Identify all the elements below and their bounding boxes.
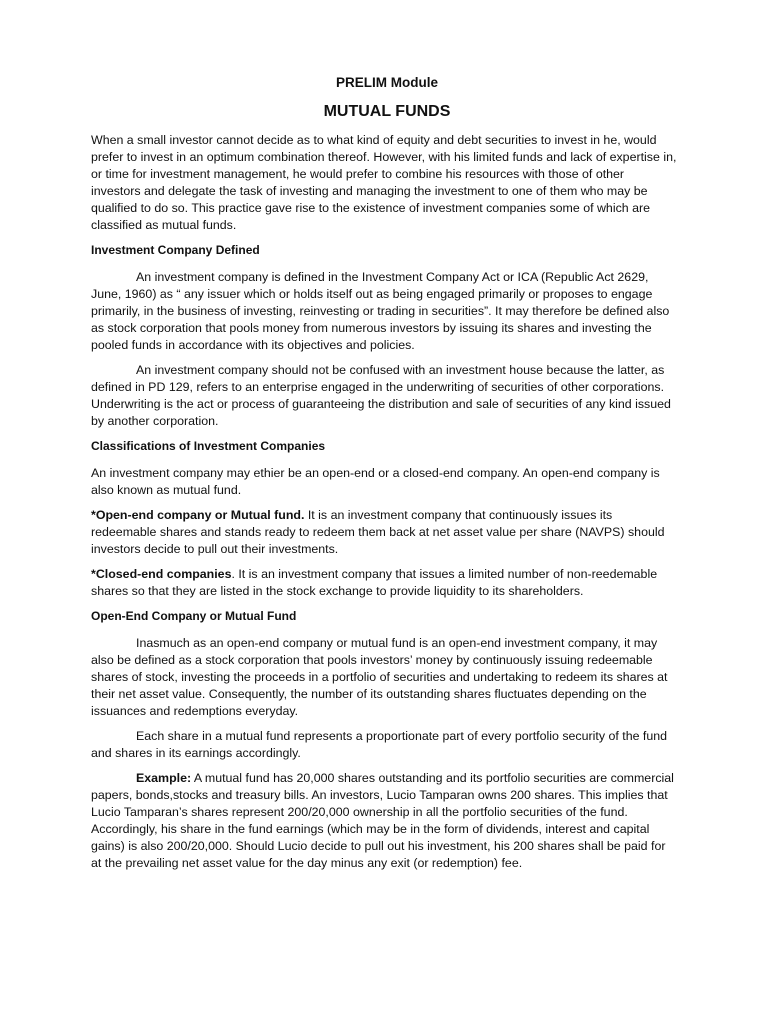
share-paragraph: Each share in a mutual fund represents a proportionate part of every portfolio security of the fund and shares in its earnings accordingly. bbox=[91, 729, 668, 760]
closed-end-definition bbox=[91, 566, 677, 600]
closed-end-text: . It is an investment company that issues a limited number of non-reedemable shares so that they are listed in the stock exchange to provide liquidity to its shareholders. bbox=[91, 567, 658, 598]
open-end-text: It is an investment company that continuously issues its redeemable shares and stands ready to redeem them back at net asset value per share (NAVPS) should investors decide to pull out their investments. bbox=[91, 508, 665, 556]
intro-paragraph: When a small investor cannot decide as to what kind of equity and debt securities to invest in he, would prefer to invest in an optimum combination thereof. However, with his limited funds and lack of expertise in, or time for investment management, he would prefer to combine his resources with those of other investors and delegate the task of investing and managing the investment to one of them who may be qualified to do so. This practice gave rise to the existence of investment companies some of which are classified as mutual funds. bbox=[91, 133, 677, 232]
classifications-paragraph: An investment company may ethier be an open-end or a closed-end company. An open-end company is also known as mutual fund. bbox=[91, 466, 660, 497]
investment-house-paragraph: An investment company should not be confused with an investment house because the latter, as defined in PD 129, refers to an enterprise engaged in the underwriting of securities of other corporations. Underwriting is the act or process of guaranteeing the distribution and sale of securities of any kind issued by another corporation. bbox=[91, 363, 671, 428]
open-end-term: *Open-end company or Mutual fund. bbox=[91, 508, 305, 522]
definition-paragraph: An investment company is defined in the Investment Company Act or ICA (Republic Act 2629, June, 1960) as “ any issuer which or holds itself out as being engaged primarily or proposes to engage primarily, in the business of investing, reinvesting or trading in securities”. It may therefore be defined also as stock corporation that pools money from numerous investors by issuing its shares and investing the pooled funds in accordance with its objectives and policies. bbox=[91, 270, 670, 352]
module-label: PRELIM Module bbox=[336, 75, 438, 90]
heading-investment-company-defined: Investment Company Defined bbox=[91, 243, 260, 257]
heading-open-end-company: Open-End Company or Mutual Fund bbox=[91, 609, 297, 623]
closed-end-term: *Closed-end companies bbox=[91, 567, 232, 581]
document-title: MUTUAL FUNDS bbox=[323, 103, 451, 120]
open-end-definition bbox=[91, 507, 677, 558]
example-text: A mutual fund has 20,000 shares outstanding and its portfolio securities are commercial papers, bonds,stocks and treasury bills. An investors, Lucio Tamparan owns 200 shares. This implies that Lucio Tamparan’s shares represent 200/20,000 ownership in all the portfolio securities of the fund. Accordingly, his share in the fund earnings (which may be in the form of dividends, interest and capital gains) is also 200/20,000. Should Lucio decide to pull out his investment, his 200 shares shall be paid for at the prevailing net asset value for the day minus any exit (or redemption) fee. bbox=[91, 771, 674, 870]
example-paragraph bbox=[91, 770, 677, 872]
document-page bbox=[91, 74, 677, 880]
heading-classifications: Classifications of Investment Companies bbox=[91, 439, 326, 453]
example-label: Example: bbox=[136, 771, 192, 785]
open-end-paragraph: Inasmuch as an open-end company or mutual fund is an open-end investment company, it may also be defined as a stock corporation that pools investors’ money by continuously issuing redeemable shares of stock, investing the proceeds in a portfolio of securities and undertaking to redeem its shares at their net asset value. Consequently, the number of its outstanding shares fluctuates depending on the issuances and redemptions everyday. bbox=[91, 636, 668, 718]
